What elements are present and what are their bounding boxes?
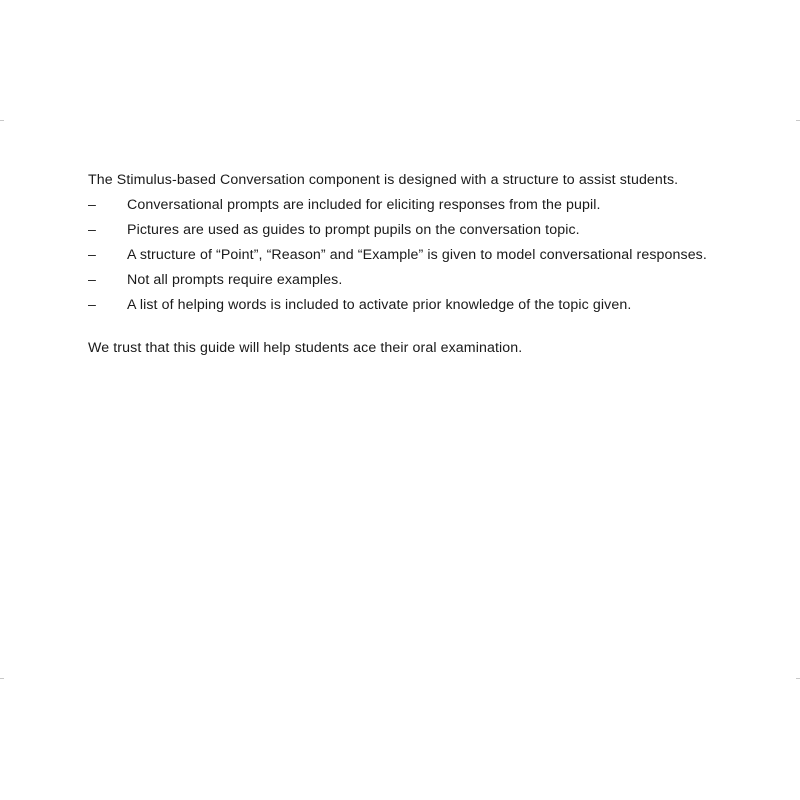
dash-marker: –	[88, 222, 96, 238]
intro-paragraph: The Stimulus-based Conversation component is designed with a structure to assist students.	[88, 172, 679, 188]
list-item-text: Pictures are used as guides to prompt pupils on the conversation topic.	[127, 222, 580, 238]
crop-mark	[796, 678, 800, 679]
list-item-text: Not all prompts require examples.	[127, 272, 343, 288]
dash-marker: –	[88, 297, 96, 313]
document-body	[88, 170, 778, 358]
list-item	[88, 245, 778, 270]
dash-marker: –	[88, 272, 96, 288]
crop-mark	[0, 678, 4, 679]
feature-list	[88, 195, 778, 320]
crop-mark	[0, 120, 4, 121]
list-item	[88, 220, 778, 245]
dash-marker: –	[88, 247, 96, 263]
list-item-text: A list of helping words is included to activate prior knowledge of the topic given.	[127, 297, 632, 313]
closing-paragraph: We trust that this guide will help students ace their oral examination.	[88, 340, 523, 356]
list-item-text: Conversational prompts are included for eliciting responses from the pupil.	[127, 197, 601, 213]
list-item	[88, 195, 778, 220]
dash-marker: –	[88, 197, 96, 213]
list-item-text: A structure of “Point”, “Reason” and “Example” is given to model conversational responses.	[127, 247, 707, 263]
list-item	[88, 295, 778, 320]
list-item	[88, 270, 778, 295]
crop-mark	[796, 120, 800, 121]
